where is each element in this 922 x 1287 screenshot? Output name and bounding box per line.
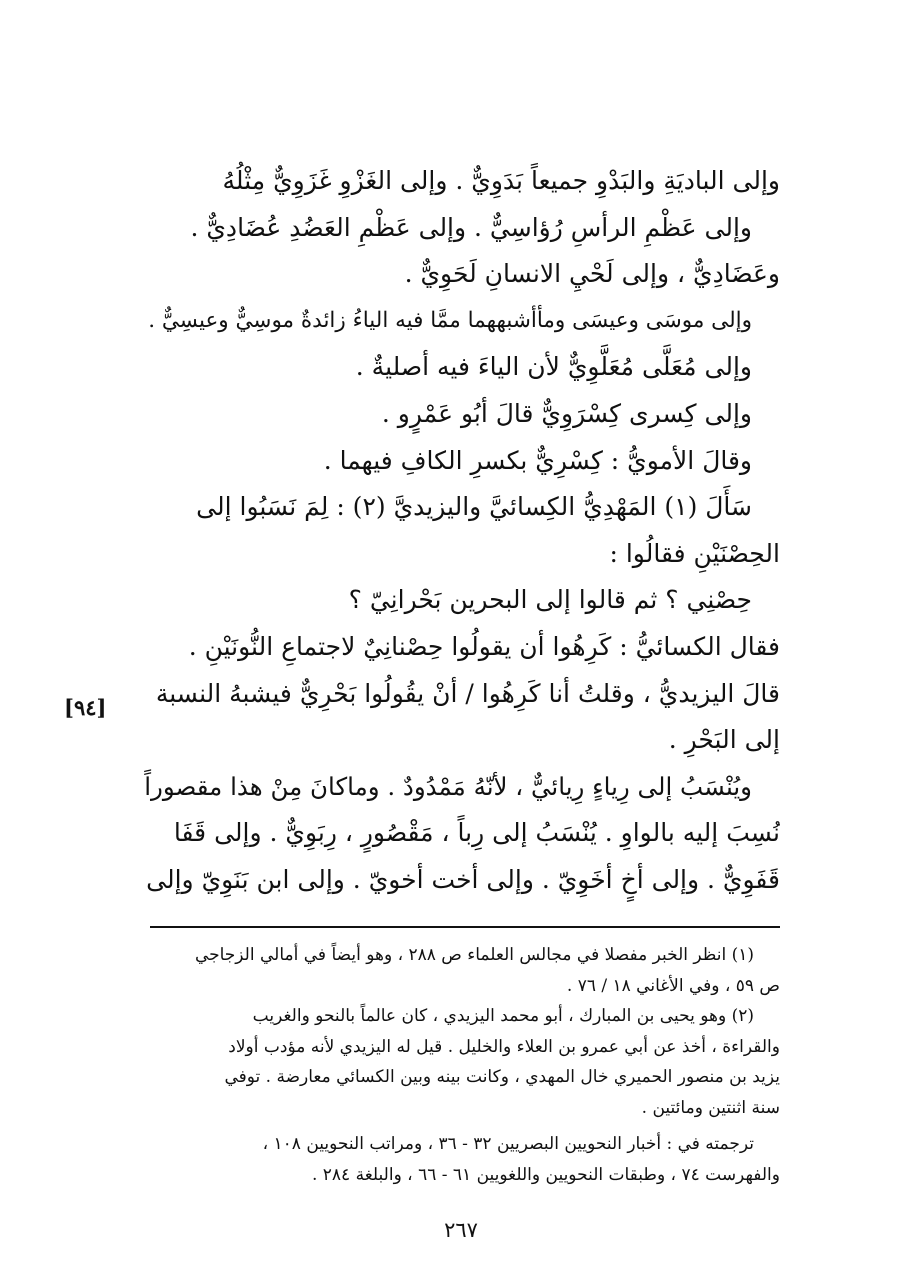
text-line: حِصْنِي ؟ ثم قالوا إلى البحرين بَحْرانِيّ ؟ (348, 585, 752, 615)
footnote-line: والقراءة ، أخذ عن أبي عمرو بن العلاء والخليل . قيل له اليزيدي لأنه مؤدب أولاد (228, 1036, 780, 1057)
footnote-separator (150, 926, 780, 928)
footnote-line: سنة اثنتين ومائتين . (641, 1097, 780, 1118)
page-number: ٢٦٧ (444, 1218, 478, 1242)
text-line: قالَ اليزيديُّ ، وقلتُ أنا كَرِهُوا / أنْ يقُولُوا بَحْرِيٌّ فيشبهُ النسبة (155, 678, 780, 708)
footnote-line: ص ٥٩ ، وفي الأغاني ١٨ / ٧٦ . (566, 975, 780, 996)
text-line: وإلى الباديَةِ والبَدْوِ جميعاً بَدَوِيٌّ . وإلى الغَزْوِ غَزَوِيٌّ مِثْلُهُ (222, 166, 780, 195)
text-line: فقال الكسائيُّ : كَرِهُوا أن يقولُوا حِصْنانِيٌ لاجتماعِ النُّونَيْنِ . (188, 631, 780, 661)
footnote-line: يزيد بن منصور الحميري خال المهدي ، وكانت بينه وبين الكسائي معارضة . توفي (224, 1067, 780, 1087)
text-line: ويُنْسَبُ إلى رِياءٍ رِيائيٌّ ، لأنّهُ مَمْدُودٌ . وماكانَ مِنْ هذا مقصوراً (144, 771, 752, 801)
footnote-line: (١) انظر الخبر مفصلا في مجالس العلماء ص ٢٨٨ ، وهو أيضاً في أمالي الزجاجي (194, 945, 754, 965)
text-line: قَفَوِيٌّ . وإلى أخٍ أخَوِيّ . وإلى أخت أخويّ . وإلى ابن بَنَوِيّ وإلى (146, 864, 780, 894)
text-line: وإلى مُعَلَّى مُعَلَّوِيٌّ لأن الياءَ فيه أصليةٌ . (355, 352, 752, 382)
text-line: إلى البَحْرِ . (668, 725, 780, 755)
text-line: نُسِبَ إليه بالواوِ . يُنْسَبُ إلى رِباً ، مَقْصُورٍ ، رِبَوِيٌّ . وإلى قَفَا (173, 818, 780, 848)
text-line: وإلى عَظْمِ الرأسِ رُؤاسِيٌّ . وإلى عَظْمِ العَضُدِ عُضَادِيٌّ . (190, 212, 752, 242)
text-line: وإلى كِسرى كِسْرَوِيٌّ قالَ أبُو عَمْرٍو . (381, 398, 752, 428)
footnote-line: والفهرست ٧٤ ، وطبقات النحويين واللغويين ٦١ - ٦٦ ، والبلغة ٢٨٤ . (311, 1164, 780, 1185)
footnote-line: ترجمته في : أخبار النحويين البصريين ٣٢ - ٣٦ ، ومراتب النحويين ١٠٨ ، (262, 1134, 754, 1154)
footnotes (140, 940, 780, 1190)
main-text (140, 158, 780, 904)
text-line: سَأَلَ (١) المَهْدِيُّ الكِسائيَّ واليزيديَّ (٢) : لِمَ نَسَبُوا إلى (196, 492, 752, 522)
text-line: الحِصْنَيْنِ فقالُوا : (609, 538, 780, 568)
footnote-line: (٢) وهو يحيى بن المبارك ، أبو محمد اليزيدي ، كان عالماً بالنحو والغريب (252, 1006, 754, 1026)
text-line: وإلى موسَى وعيسَى ومأأشبههما ممَّا فيه الياءُ زائدةٌ موسِيٌّ وعيسِيٌّ . (148, 307, 752, 333)
text-line: وعَضَادِيٌّ ، وإلى لَحْيِ الانسانِ لَحَوِيٌّ . (404, 259, 780, 289)
text-line: وقالَ الأمويُّ : كِسْرِيٌّ بكسرِ الكافِ فيهما . (323, 445, 752, 475)
margin-page-reference: [٩٤] (64, 695, 107, 720)
